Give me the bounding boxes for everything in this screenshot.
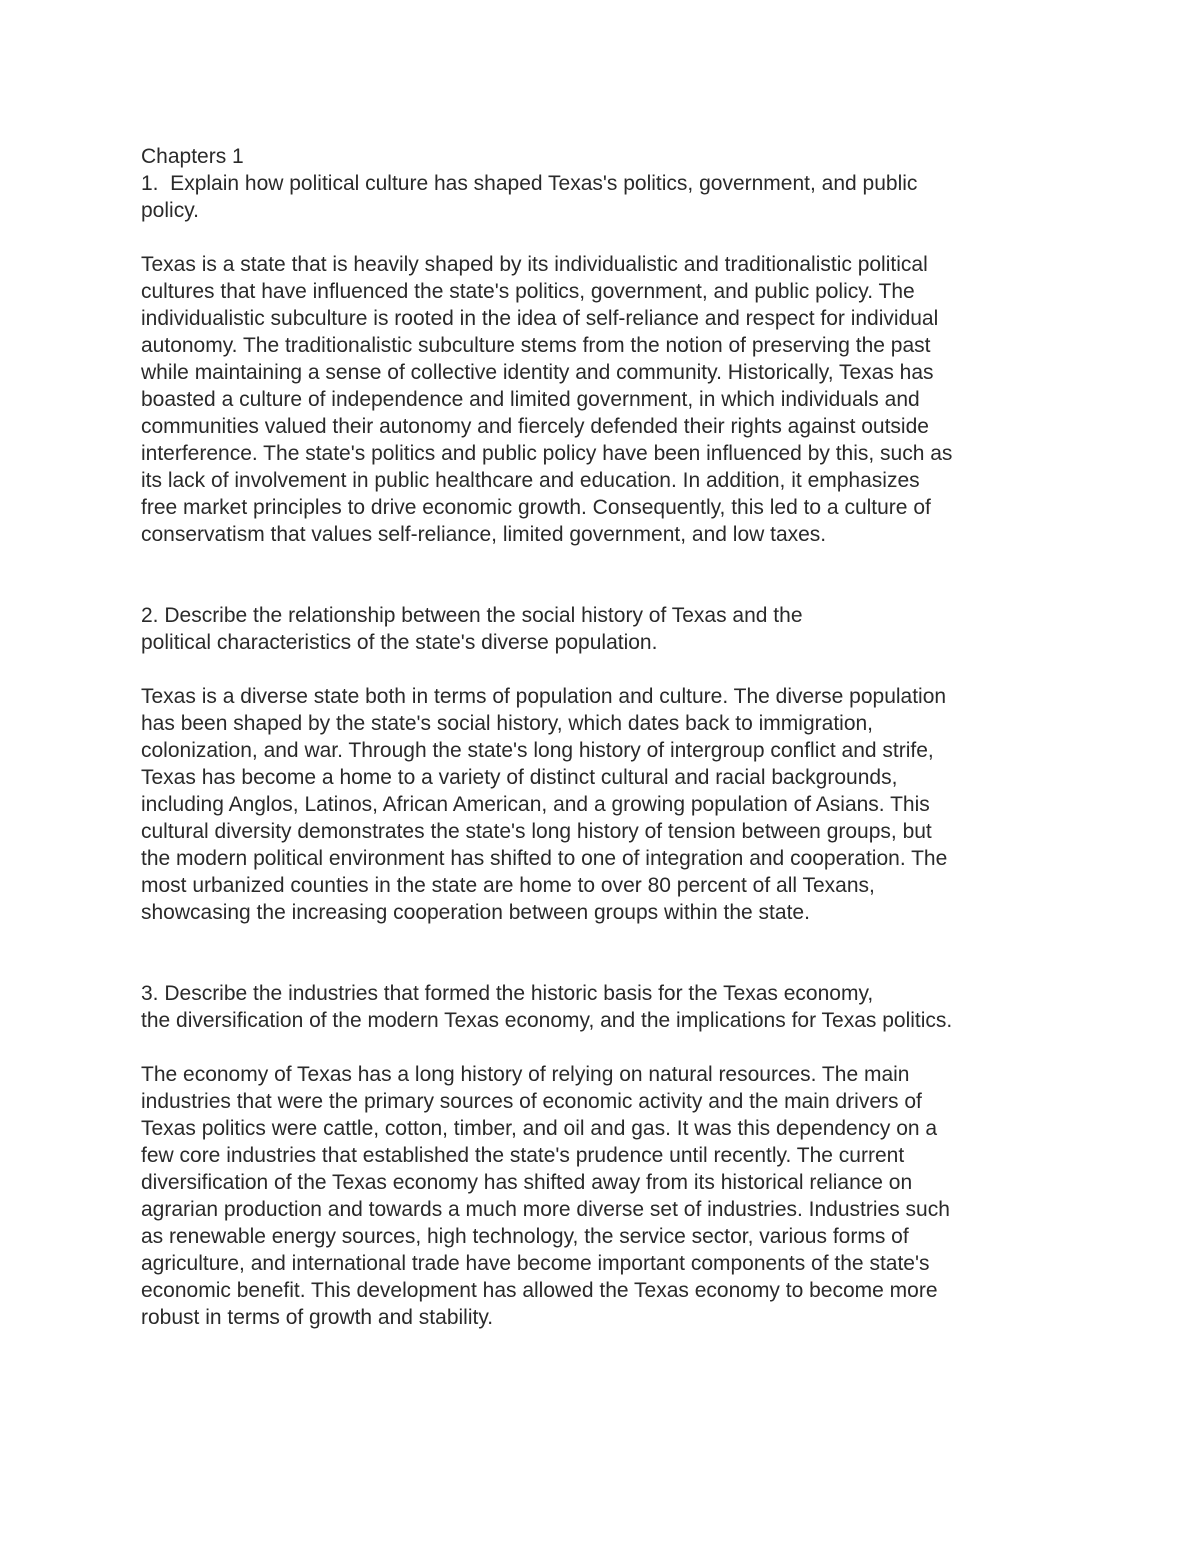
answer-line: the modern political environment has shifted to one of integration and cooperation. The (141, 847, 948, 870)
question-line: 1. Explain how political culture has shaped Texas's politics, government, and public (141, 172, 918, 195)
answer-line: industries that were the primary sources of economic activity and the main drivers of (141, 1090, 922, 1113)
answer-line: interference. The state's politics and public policy have been influenced by this, such as (141, 442, 953, 465)
section-1-answer (141, 251, 1071, 548)
section-2 (141, 602, 1071, 926)
answer-line: communities valued their autonomy and fiercely defended their rights against outside (141, 415, 929, 438)
question-line: 2. Describe the relationship between the social history of Texas and the (141, 604, 803, 627)
question-line: the diversification of the modern Texas economy, and the implications for Texas politics. (141, 1009, 953, 1032)
chapter-heading: Chapters 1 (141, 145, 244, 168)
section-spacer (141, 548, 1071, 602)
answer-line: including Anglos, Latinos, African American, and a growing population of Asians. This (141, 793, 930, 816)
answer-line: while maintaining a sense of collective identity and community. Historically, Texas has (141, 361, 934, 384)
section-1-question (141, 170, 1071, 224)
answer-line: cultures that have influenced the state's politics, government, and public policy. The (141, 280, 915, 303)
answer-line: The economy of Texas has a long history of relying on natural resources. The main (141, 1063, 910, 1086)
answer-line: agrarian production and towards a much more diverse set of industries. Industries such (141, 1198, 950, 1221)
answer-line: individualistic subculture is rooted in the idea of self-reliance and respect for individual (141, 307, 939, 330)
answer-line: Texas is a diverse state both in terms of population and culture. The diverse population (141, 685, 947, 708)
answer-line: autonomy. The traditionalistic subculture stems from the notion of preserving the past (141, 334, 931, 357)
answer-line: most urbanized counties in the state are home to over 80 percent of all Texans, (141, 874, 875, 897)
section-3 (141, 980, 1071, 1331)
answer-line: free market principles to drive economic growth. Consequently, this led to a culture of (141, 496, 931, 519)
question-line: 3. Describe the industries that formed the historic basis for the Texas economy, (141, 982, 874, 1005)
section-spacer (141, 926, 1071, 980)
spacer (141, 224, 1071, 251)
answer-line: Texas is a state that is heavily shaped by its individualistic and traditionalistic political (141, 253, 928, 276)
section-1 (141, 170, 1071, 548)
section-2-answer (141, 683, 1071, 926)
answer-line: as renewable energy sources, high technology, the service sector, various forms of (141, 1225, 909, 1248)
answer-line: economic benefit. This development has allowed the Texas economy to become more (141, 1279, 938, 1302)
answer-line: conservatism that values self-reliance, limited government, and low taxes. (141, 523, 827, 546)
answer-line: robust in terms of growth and stability. (141, 1306, 494, 1329)
answer-line: its lack of involvement in public healthcare and education. In addition, it emphasizes (141, 469, 920, 492)
answer-line: Texas politics were cattle, cotton, timber, and oil and gas. It was this dependency on a (141, 1117, 938, 1140)
section-3-question (141, 980, 1071, 1034)
question-line: policy. (141, 199, 199, 222)
answer-line: boasted a culture of independence and limited government, in which individuals and (141, 388, 920, 411)
answer-line: Texas has become a home to a variety of distinct cultural and racial backgrounds, (141, 766, 898, 789)
question-line: political characteristics of the state's diverse population. (141, 631, 658, 654)
section-3-answer (141, 1061, 1071, 1331)
answer-line: has been shaped by the state's social history, which dates back to immigration, (141, 712, 874, 735)
document-body (141, 143, 1071, 1331)
answer-line: diversification of the Texas economy has shifted away from its historical reliance on (141, 1171, 913, 1194)
answer-line: agriculture, and international trade have become important components of the state's (141, 1252, 930, 1275)
answer-line: few core industries that established the state's prudence until recently. The current (141, 1144, 905, 1167)
spacer (141, 656, 1071, 683)
spacer (141, 1034, 1071, 1061)
answer-line: cultural diversity demonstrates the state's long history of tension between groups, but (141, 820, 932, 843)
section-2-question (141, 602, 1071, 656)
answer-line: showcasing the increasing cooperation between groups within the state. (141, 901, 810, 924)
answer-line: colonization, and war. Through the state's long history of intergroup conflict and strife, (141, 739, 934, 762)
